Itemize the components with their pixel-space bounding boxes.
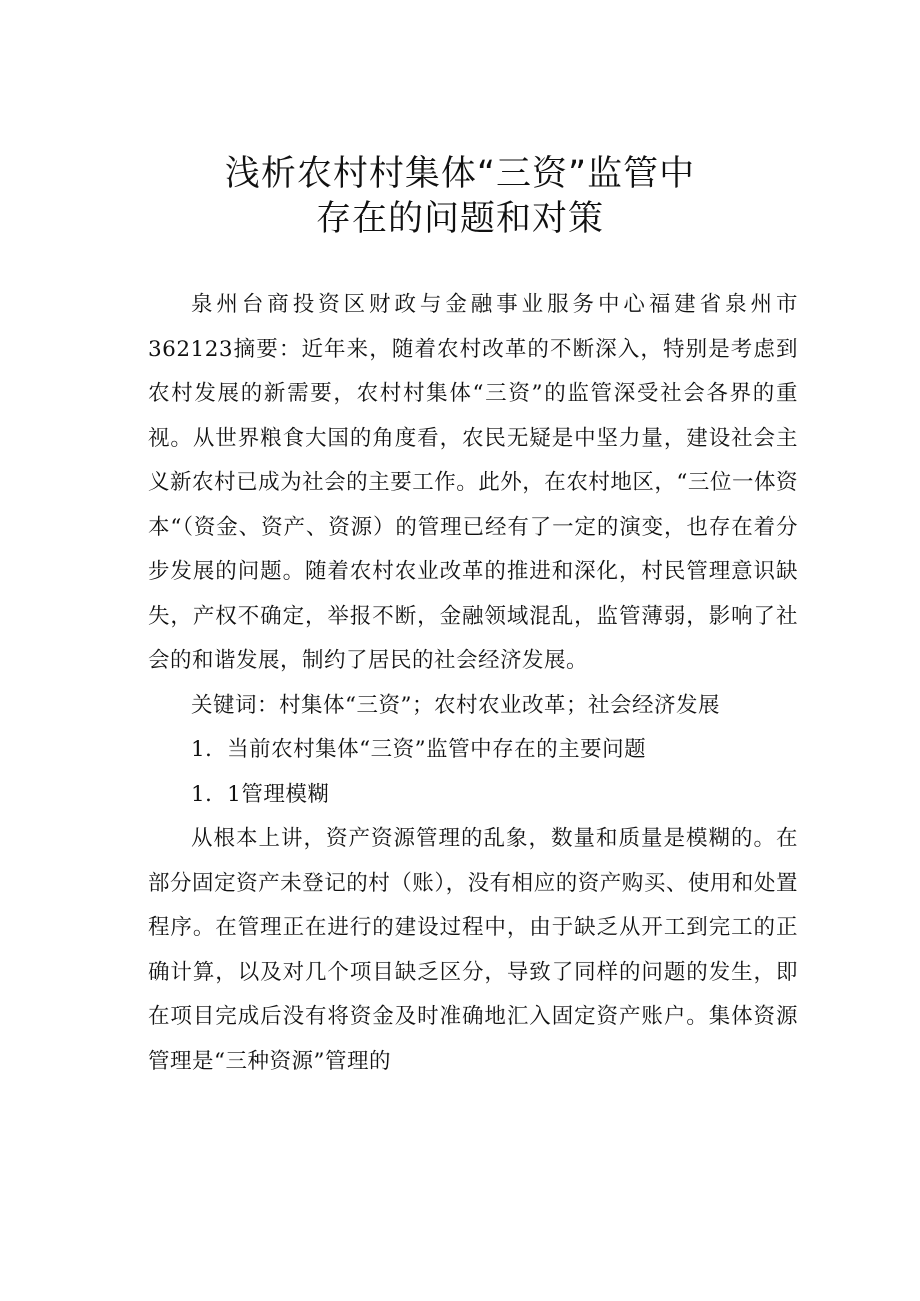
subsection-heading: 1．1管理模糊 <box>191 781 330 807</box>
title-line-1: 浅析农村村集体“三资”监管中 <box>224 154 696 194</box>
document-body <box>148 283 798 1084</box>
abstract-paragraph: 泉州台商投资区财政与金融事业服务中心福建省泉州市362123摘要：近年来，随着农村改革的不断深入，特别是考虑到农村发展的新需要，农村村集体“三资”的监管深受社会各界的重视。从世界粮食大国的角度看，农民无疑是中坚力量，建设社会主义新农村已成为社会的主要工作。此外，在农村地区，“三位一体资本“（资金、资产、资源）的管理已经有了一定的演变，也存在着分步发展的问题。随着农村农业改革的推进和深化，村民管理意识缺失，产权不确定，举报不断，金融领域混乱，监管薄弱，影响了社会的和谐发展，制约了居民的社会经济发展。 <box>148 292 798 673</box>
title-line-2: 存在的问题和对策 <box>315 199 604 239</box>
document-title <box>0 152 920 242</box>
section-heading: 1．当前农村集体“三资”监管中存在的主要问题 <box>191 737 647 762</box>
keywords-paragraph: 关键词：村集体“三资”；农村农业改革；社会经济发展 <box>191 692 720 718</box>
body-paragraph: 从根本上讲，资产资源管理的乱象，数量和质量是模糊的。在部分固定资产未登记的村（账），没有相应的资产购买、使用和处置程序。在管理正在进行的建设过程中，由于缺乏从开工到完工的正确计算，以及对几个项目缺乏区分，导致了同样的问题的发生，即在项目完成后没有将资金及时准确地汇入固定资产账户。集体资源管理是“三种资源”管理的 <box>148 826 798 1074</box>
